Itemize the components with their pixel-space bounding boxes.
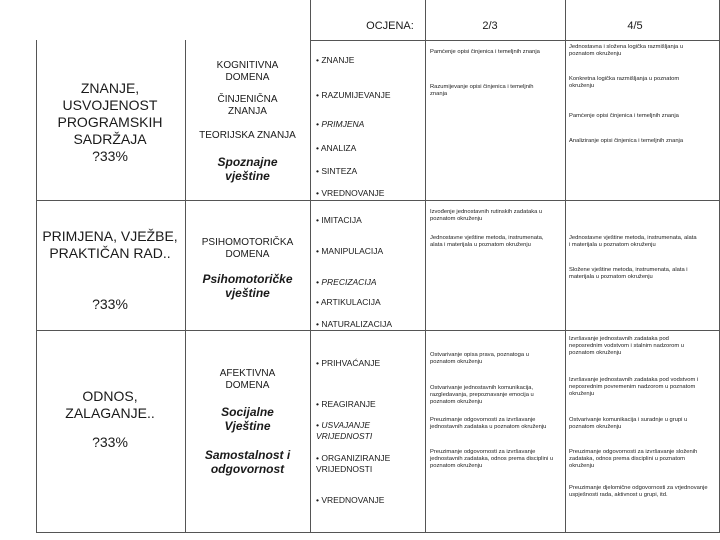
section-knowledge-percent: ?33% (92, 148, 128, 164)
level-razumijevanje: • RAZUMIJEVANJE (316, 90, 391, 100)
section-attitude-percent: ?33% (92, 434, 128, 450)
category-affective-domain: AFEKTIVNA DOMENA (219, 368, 276, 391)
desc-reagiranje-45: Izvršavanje jednostavnih zadataka pod vodstvom i neposrednim povremenim nadzorom u poznatom okruženju (569, 377, 699, 398)
section-divider-2 (36, 330, 720, 331)
desc-razum-45: Konkretna logička razmišljanja u poznatom okruženju (569, 76, 680, 90)
category-psychomotor-domain: PSIHOMOTORIČKA DOMENA (201, 237, 294, 260)
level-prihvacanje: • PRIHVAĆANJE (316, 358, 381, 368)
desc-imitacija-23: Izvođenje jednostavnih rutinskih zadataka u poznatom okruženju (430, 209, 543, 223)
section-practice-title: PRIMJENA, VJEŽBE, PRAKTIČAN RAD.. (42, 228, 178, 261)
column-divider-45 (565, 0, 566, 532)
skill-cognitive: Spoznajne vještine (217, 155, 278, 183)
desc-reagiranje-23: Ostvarivanje jednostavnih komunikacija, razgledavanja, prepoznavanje emocija u poznatom okruženju (430, 385, 534, 406)
section-knowledge-title: ZNANJE, USVOJENOST PROGRAMSKIH SADRŽAJA (57, 80, 163, 147)
desc-prihvacanje-45: Izvršavanje jednostavnih zadataka pod neposrednim vodstvom i stalnim nadzorom u poznatom okruženju (569, 336, 685, 357)
level-usvajanje: • USVAJANJE VRIJEDNOSTI (316, 420, 373, 441)
desc-znanje-45: Jednostavna i složena logička razmišljanja u poznatom okruženju (569, 44, 684, 58)
level-primjena: • PRIMJENA (316, 119, 365, 129)
desc-znanje-23: Pamćenje opisi činjenica i temeljnih znanja (430, 49, 540, 55)
level-imitacija: • IMITACIJA (316, 215, 362, 225)
skill-independence: Samostalnost i odgovornost (204, 448, 291, 476)
level-manipulacija: • MANIPULACIJA (316, 246, 384, 256)
level-vrednovanje-1: • VREDNOVANJE (316, 188, 385, 198)
column-divider-level (310, 0, 311, 532)
column-divider-23 (425, 0, 426, 532)
level-artikulacija: • ARTIKULACIJA (316, 297, 381, 307)
desc-manip-23: Jednostavne vještine metoda, instrumenata, alata i materijala u poznatom okruženju (430, 235, 544, 249)
ocjena-label: OCJENA: (366, 20, 414, 32)
level-organiziranje: • ORGANIZIRANJE VRIJEDNOSTI (316, 453, 391, 474)
desc-analiza-45: Analiziranje opisi činjenica i temeljnih znanja (569, 138, 684, 144)
desc-usvajanje-23: Preuzimanje odgovornosti za izvršavanje jednostavnih zadataka u poznatom okruženju (430, 417, 547, 431)
level-naturalizacija: • NATURALIZACIJA (316, 319, 393, 329)
category-theoretical-knowledge: TEORIJSKA ZNANJA (199, 130, 296, 141)
category-cognitive-domain: KOGNITIVNA DOMENA (216, 60, 279, 83)
header-rule (310, 40, 720, 41)
left-border (36, 40, 37, 532)
level-analiza: • ANALIZA (316, 143, 357, 153)
level-znanje: • ZNANJE (316, 55, 355, 65)
level-precizacija: • PRECIZACIJA (316, 277, 377, 287)
category-factual-knowledge: ČINJENIČNA ZNANJA (217, 94, 278, 117)
level-sinteza: • SINTEZA (316, 166, 358, 176)
desc-prihvacanje-23: Ostvarivanje opisa prava, poznatoga u poznatom okruženju (430, 352, 529, 366)
desc-precizacija-45: Složene vještine metoda, instrumenata, alata i materijala u poznatom okruženju (569, 267, 688, 281)
desc-razum-23: Razumijevanje opisi činjenica i temeljnih znanja (430, 84, 534, 98)
desc-manip-45: Jednostavne vještine metoda, instrumenata, alata i materijala u poznatom okruženju (569, 235, 697, 249)
grade-4-5-header: 4/5 (627, 20, 643, 32)
grade-2-3-header: 2/3 (482, 20, 498, 32)
desc-primjena-45: Pamćenje opisi činjenica i temeljnih znanja (569, 113, 679, 119)
skill-social: Socijalne Vještine (221, 405, 274, 433)
desc-organiz-23: Preuzimanje odgovornosti za izvršavanje jednostavnih zadataka, odnos prema disciplini u poznatom okruženju (430, 449, 554, 470)
desc-organiz-45: Preuzimanje odgovornosti za izvršavanje složenih zadataka, odnos prema disciplini u poznatom okruženju (569, 449, 698, 470)
level-vrednovanje-3: • VREDNOVANJE (316, 495, 385, 505)
section-attitude-title: ODNOS, ZALAGANJE.. (65, 388, 155, 421)
level-reagiranje: • REAGIRANJE (316, 399, 376, 409)
column-divider-section (185, 40, 186, 532)
desc-usvajanje-45: Ostvarivanje komunikacija i suradnje u grupi u poznatom okruženju (569, 417, 688, 431)
section-practice-percent: ?33% (92, 296, 128, 312)
desc-vredn-45: Preuzimanje djelomične odgovornosti za vrjednovanje uspješnosti rada, aktivnost u grupi, itd. (569, 485, 708, 499)
skill-psychomotor: Psihomotoričke vještine (202, 272, 293, 300)
section-divider-1 (36, 200, 720, 201)
table-bottom (36, 532, 720, 533)
